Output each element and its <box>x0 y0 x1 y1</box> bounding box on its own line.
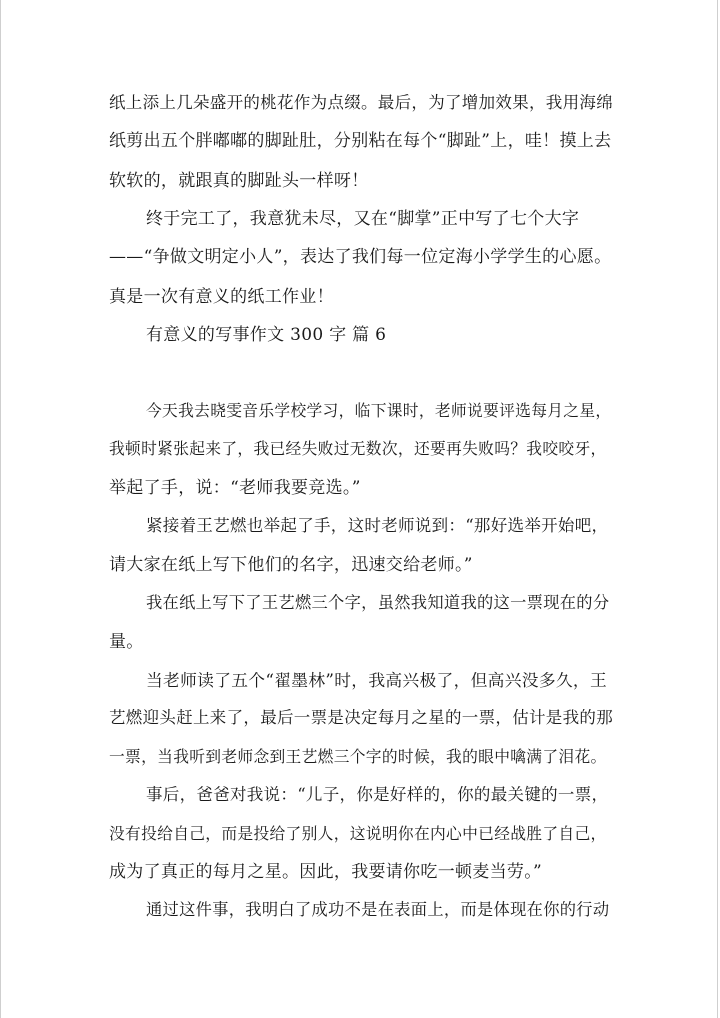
text-line: 没有投给自己，而是投给了别人，这说明你在内心中已经战胜了自己， <box>109 824 607 843</box>
text-line: 纸上添上几朵盛开的桃花作为点缀。最后，为了增加效果，我用海绵 <box>109 93 613 112</box>
text-line: 请大家在纸上写下他们的名字，迅速交给老师。” <box>109 555 473 575</box>
paragraph-start: 紧接着王艺燃也举起了手，这时老师说到：“那好选举开始吧， <box>146 516 609 535</box>
text-line: 成为了真正的每月之星。因此，我要请你吃一顿麦当劳。” <box>109 862 542 882</box>
text-line: 纸剪出五个胖嘟嘟的脚趾肚，分别粘在每个“脚趾”上，哇！摸上去 <box>109 131 612 151</box>
section-heading: 有意义的写事作文 300 字 篇 6 <box>146 325 387 345</box>
text-line: 我顿时紧张起来了，我已经失败过无数次，还要再失败吗？我咬咬牙， <box>109 439 607 458</box>
paragraph-start: 终于完工了，我意犹未尽，又在“脚掌”正中写了七个大字 <box>146 209 580 229</box>
text-line: 真是一次有意义的纸工作业！ <box>109 287 334 307</box>
paragraph-start: 事后，爸爸对我说：“儿子，你是好样的，你的最关键的一票， <box>146 785 609 804</box>
paragraph-start: 当老师读了五个“翟墨林”时，我高兴极了，但高兴没多久，王 <box>146 670 608 690</box>
text-line: 举起了手，说：“老师我要竞选。” <box>109 478 361 498</box>
paragraph-start: 通过这件事，我明白了成功不是在表面上，而是体现在你的行动 <box>146 900 610 919</box>
text-line: 一票，当我听到老师念到王艺燃三个字的时候，我的眼中噙满了泪花。 <box>109 747 607 766</box>
text-line: 量。 <box>109 632 144 652</box>
text-line: ——“争做文明定小人”，表达了我们每一位定海小学学生的心愿。 <box>109 247 612 267</box>
text-line: 艺燃迎头赶上来了，最后一票是决定每月之星的一票，估计是我的那 <box>109 708 613 727</box>
paragraph-start: 我在纸上写下了王艺燃三个字，虽然我知道我的这一票现在的分 <box>146 593 610 612</box>
text-line: 软软的，就跟真的脚趾头一样呀！ <box>109 171 369 191</box>
paragraph-start: 今天我去晓雯音乐学校学习，临下课时，老师说要评选每月之星， <box>146 401 612 420</box>
